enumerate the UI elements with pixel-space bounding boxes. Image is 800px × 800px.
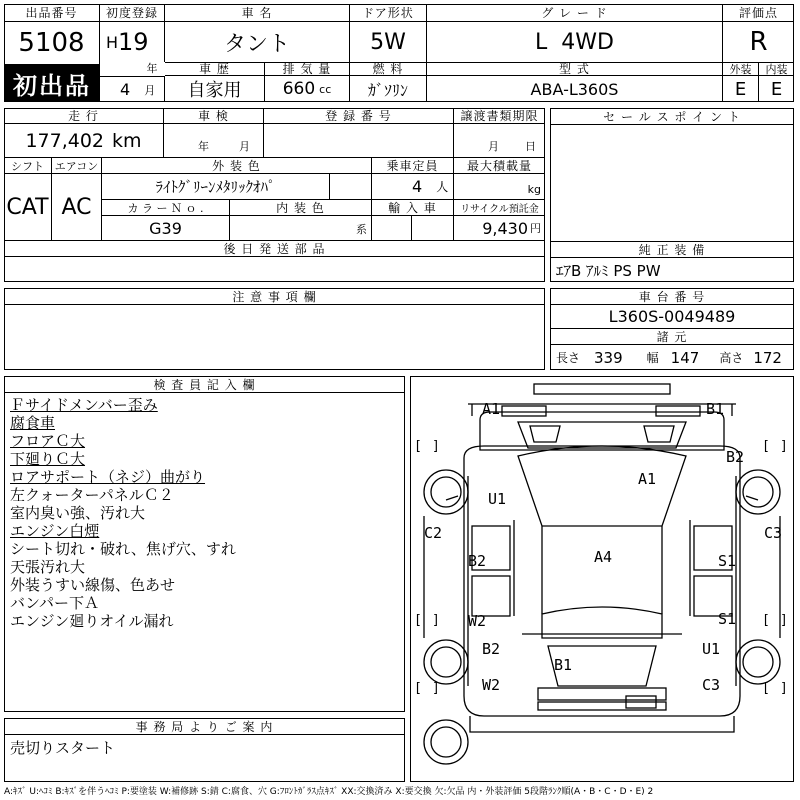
shift-label: シフト (4, 158, 52, 174)
damage-mark: U1 (488, 490, 507, 508)
transfer-month-unit: 月 (488, 140, 499, 153)
damage-mark: B1 (554, 656, 573, 674)
inspector-line: 室内臭い強、汚れ大 (10, 504, 146, 522)
sales-points-box (550, 108, 794, 242)
fuel-label: 燃 料 (350, 62, 427, 76)
damage-mark: U1 (702, 640, 721, 658)
int-color-label: 内 装 色 (230, 200, 372, 216)
reg-year-cell (100, 22, 165, 62)
height-label: 高さ (719, 351, 744, 365)
svg-text:]: ] (780, 681, 788, 696)
shift-value: CAT (4, 174, 52, 240)
lot-number-label: 出品番号 (4, 4, 100, 22)
exterior-label: 外装 (723, 62, 759, 76)
capacity-value: 4 (412, 177, 423, 196)
svg-text:[: [ (414, 681, 422, 696)
car-name: タント (165, 22, 350, 62)
recycle-label: リサイクル預託金 (454, 200, 545, 216)
damage-mark: S1 (718, 610, 737, 628)
inspector-label: 検 査 員 記 入 欄 (4, 376, 405, 393)
reg-label: 初度登録 (100, 4, 165, 22)
length-label: 長さ (556, 351, 581, 365)
inspection-label: 車 検 (164, 108, 264, 124)
ext-color-value: ﾗｲﾄｸﾞﾘｰﾝﾒﾀﾘｯｸｵﾊﾟ (102, 174, 330, 200)
damage-mark: A4 (594, 548, 613, 566)
grade-value: L 4WD (427, 22, 723, 62)
year-unit: 年 (146, 62, 158, 75)
damage-mark: B1 (706, 400, 725, 418)
damage-mark: S1 (718, 552, 737, 570)
displacement-cell (265, 76, 350, 102)
first-listing-badge: 初出品 (4, 64, 100, 102)
damage-mark: B2 (482, 640, 501, 658)
inspection-cell (164, 124, 264, 158)
inspector-line: エンジン廻りオイル漏れ (10, 612, 174, 630)
inspector-line: Ｆサイドメンバー歪み (10, 396, 158, 414)
recycle-cell (454, 216, 545, 240)
damage-mark: A1 (638, 470, 657, 488)
legend: A:ｷｽﾞ U:ﾍｺﾐ B:ｷｽﾞを伴うﾍｺﾐ P:要塗装 W:補修跡 S:錆 C:腐食、穴 G:ﾌﾛﾝﾄｶﾞﾗｽ点ｷｽﾞ XX:交換済み X:要交換 欠:欠品 内・外装評価 5段階ﾗﾝｸ順(A・B・C・D・E) 2 (4, 786, 654, 797)
reg-era: H (106, 32, 119, 52)
svg-text:[: [ (762, 613, 770, 628)
displacement-label: 排 気 量 (265, 62, 350, 76)
mileage-label: 走 行 (4, 108, 164, 124)
reg-year: 19 (118, 28, 149, 56)
damage-mark: B2 (726, 448, 745, 466)
inspector-line: シート切れ・破れ、焦げ穴、すれ (10, 540, 236, 558)
plate-label: 登 録 番 号 (264, 108, 454, 124)
inspector-line: 外装うすい線傷、色あせ (10, 576, 176, 594)
svg-text:[: [ (414, 613, 422, 628)
damage-mark: C3 (764, 524, 783, 542)
damage-mark: W2 (482, 676, 501, 694)
displacement-unit: cc (319, 82, 332, 96)
door-type: 5W (350, 22, 427, 62)
inspector-line: 腐食車 (10, 414, 56, 432)
height-value: 172 (753, 348, 782, 367)
load-unit: kg (527, 183, 541, 196)
recycle-value: 9,430 (482, 218, 528, 238)
lot-number: 5108 (4, 22, 100, 64)
svg-text:[: [ (414, 439, 422, 454)
svg-text:[: [ (762, 439, 770, 454)
capacity-unit: 人 (436, 180, 449, 194)
load-label: 最大積載量 (454, 158, 545, 174)
inspector-line: 左クォーターパネルＣ２ (10, 486, 174, 504)
width-label: 幅 (646, 351, 659, 365)
inspection-year-unit: 年 (198, 140, 209, 153)
inspector-lines (10, 396, 402, 630)
chassis-number: L360S-0049489 (550, 305, 794, 329)
door-label: ドア形状 (350, 4, 427, 22)
car-name-label: 車 名 (165, 4, 350, 22)
inspector-line: 天張汚れ大 (10, 558, 86, 576)
capacity-cell (372, 174, 454, 200)
color-no-label: カ ラ ー Ｎ ｏ . (102, 200, 230, 216)
later-parts-label: 後 日 発 送 部 品 (4, 240, 545, 257)
mileage-value: 177,402 (25, 129, 105, 152)
svg-text:]: ] (432, 613, 440, 628)
plate-value (264, 124, 454, 158)
interior-score: E (770, 78, 783, 100)
svg-text:]: ] (780, 439, 788, 454)
transfer-cell (454, 124, 545, 158)
later-parts-value (4, 257, 545, 282)
mileage-unit: km (112, 129, 142, 152)
fuel-value: ｶﾞｿﾘﾝ (350, 76, 427, 102)
recycle-unit: 円 (530, 222, 541, 235)
ac-label: エアコン (52, 158, 102, 174)
import-value-a (372, 216, 412, 240)
color-no-value: G39 (102, 216, 230, 240)
transfer-label: 譲渡書類期限 (454, 108, 545, 124)
transfer-day-unit: 日 (525, 140, 536, 153)
inspector-line: バンパー下Ａ (10, 594, 99, 612)
score-value: R (749, 27, 768, 57)
import-label: 輸 入 車 (372, 200, 454, 216)
load-cell (454, 174, 545, 200)
reg-month-cell (100, 76, 165, 102)
ac-value: AC (52, 174, 102, 240)
capacity-label: 乗車定員 (372, 158, 454, 174)
import-value-b (412, 216, 454, 240)
damage-mark: C2 (424, 524, 443, 542)
width-value: 147 (670, 348, 700, 367)
length-value: 339 (594, 348, 623, 367)
reg-month: 4 (120, 80, 131, 99)
office-label: 事 務 局 よ り ご 案 内 (4, 718, 405, 735)
car-diagram (410, 376, 794, 782)
inspector-line: ロアサポート（ネジ）曲がり (10, 468, 206, 486)
int-color-unit: 系 (356, 223, 367, 236)
ext-color-extra (330, 174, 372, 200)
month-unit: 月 (144, 83, 156, 97)
history-value: 自家用 (165, 76, 265, 102)
dims-label: 諸 元 (550, 329, 794, 345)
int-color-cell (230, 216, 372, 240)
mileage-cell (4, 124, 164, 158)
office-value: 売切りスタート (10, 738, 116, 757)
model-label: 型 式 (427, 62, 723, 76)
damage-mark: A1 (482, 400, 501, 418)
equipment-label: 純 正 装 備 (550, 241, 794, 258)
damage-mark: W2 (468, 612, 487, 630)
inspector-line: エンジン白煙 (10, 522, 100, 540)
model-value: ABA-L360S (427, 76, 723, 102)
svg-text:]: ] (780, 613, 788, 628)
displacement-value: 660 (282, 79, 316, 99)
svg-text:]: ] (432, 439, 440, 454)
dims-row (550, 345, 794, 370)
damage-mark: B2 (468, 552, 487, 570)
interior-label: 内装 (759, 62, 794, 76)
svg-text:]: ] (432, 681, 440, 696)
grade-label: グ レ ー ド (427, 4, 723, 22)
sales-points-label: セ ー ル ス ポ イ ン ト (550, 108, 794, 125)
svg-text:[: [ (762, 681, 770, 696)
equipment-value: ｴｱB ｱﾙﾐ PS PW (556, 261, 661, 280)
inspector-line: フロアＣ大 (10, 432, 86, 450)
inspection-month-unit: 月 (239, 140, 250, 153)
damage-mark: C3 (702, 676, 721, 694)
score-label: 評価点 (723, 4, 794, 22)
history-label: 車 歴 (165, 62, 265, 76)
notes-label: 注 意 事 項 欄 (4, 288, 545, 305)
inspector-line: 下廻りＣ大 (10, 450, 86, 468)
exterior-score: E (723, 76, 759, 102)
chassis-label: 車 台 番 号 (550, 288, 794, 305)
ext-color-label: 外 装 色 (102, 158, 372, 174)
